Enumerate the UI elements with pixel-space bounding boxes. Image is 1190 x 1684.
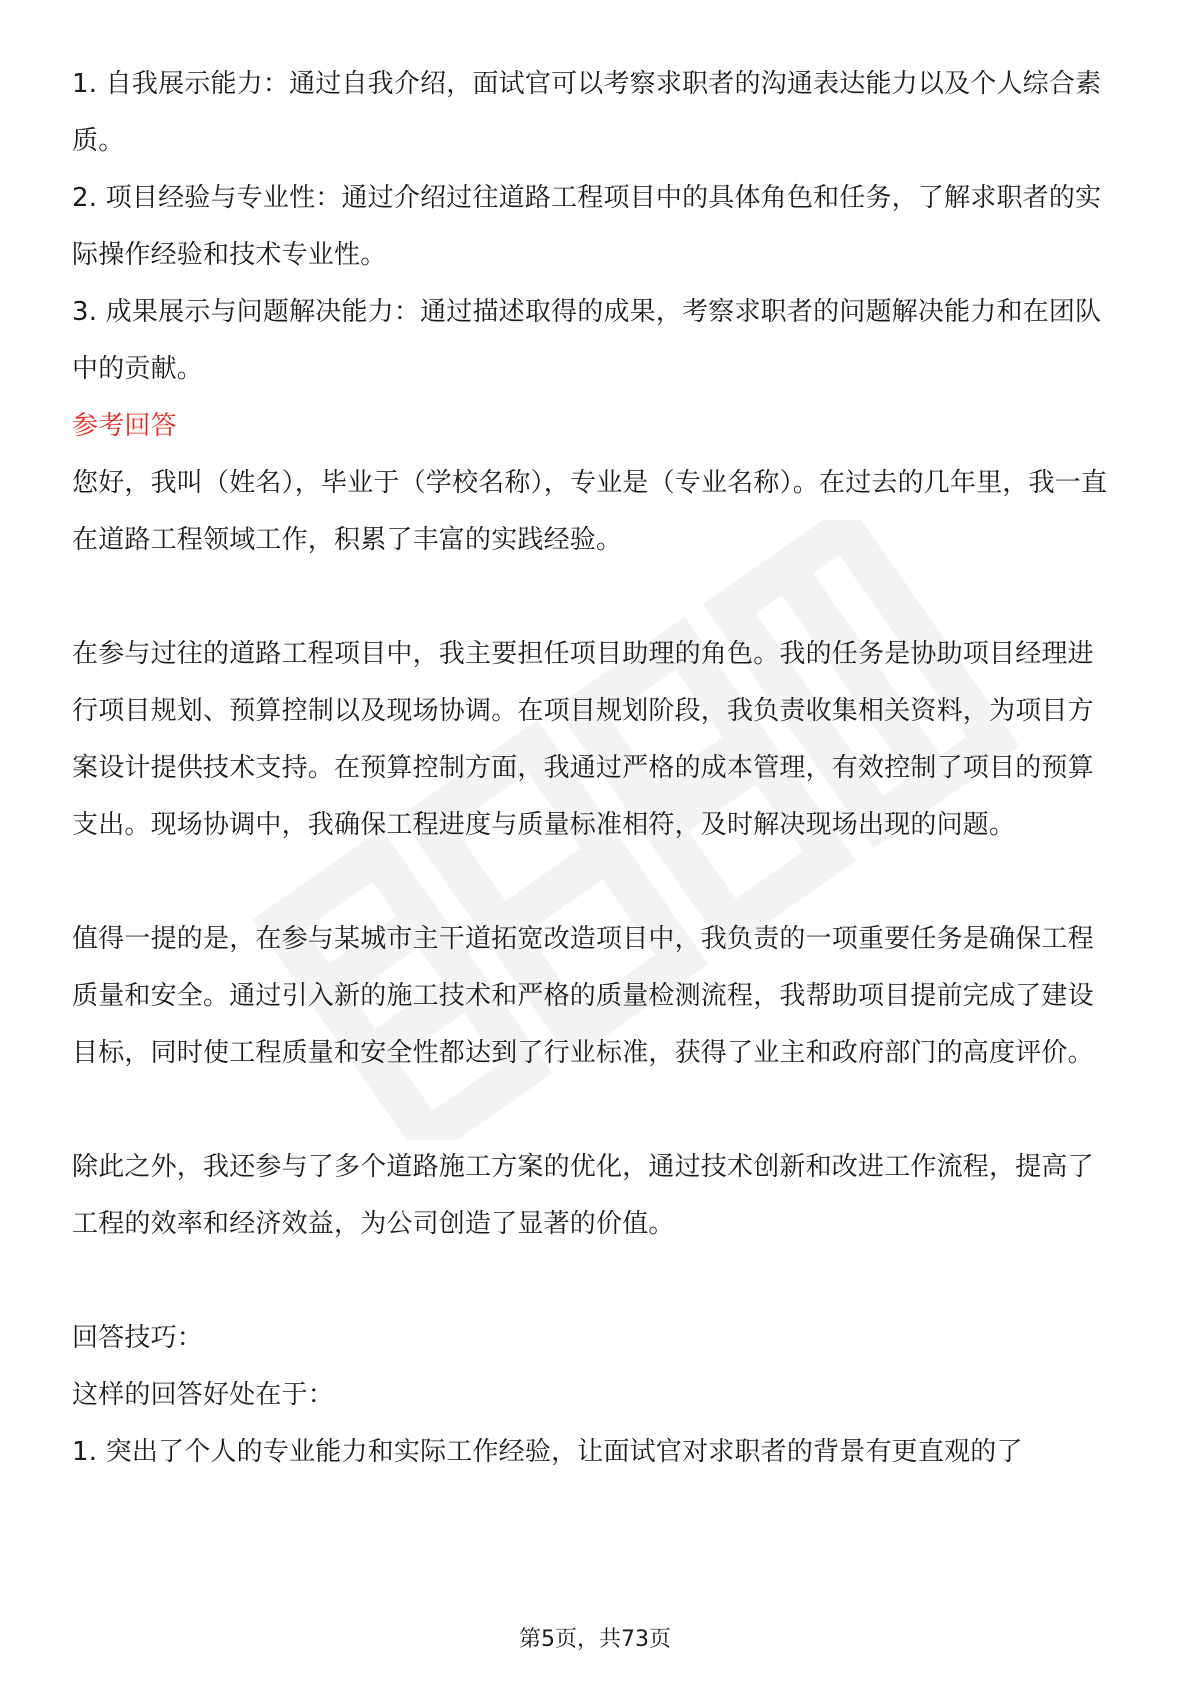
tips-heading: 回答技巧：: [72, 1323, 204, 1353]
document-body: [72, 56, 1117, 1481]
answer-paragraph-4: 除此之外，我还参与了多个道路施工方案的优化，通过技术创新和改进工作流程，提高了工程的效率和经济效益，为公司创造了显著的价值。: [72, 1152, 1094, 1239]
answer-paragraph-2: 在参与过往的道路工程项目中，我主要担任项目助理的角色。我的任务是协助项目经理进行项目规划、预算控制以及现场协调。在项目规划阶段，我负责收集相关资料，为项目方案设计提供技术支持。在预算控制方面，我通过严格的成本管理，有效控制了项目的预算支出。现场协调中，我确保工程进度与质量标准相符，及时解决现场出现的问题。: [72, 639, 1094, 840]
paragraph-spacer: [72, 1253, 1117, 1310]
paragraph-spacer: [72, 854, 1117, 911]
intro-point-3: 3. 成果展示与问题解决能力：通过描述取得的成果，考察求职者的问题解决能力和在团队中的贡献。: [72, 297, 1102, 384]
paragraph-spacer: [72, 1082, 1117, 1139]
reference-answer-heading: 参考回答: [72, 411, 177, 441]
intro-point-1: 1. 自我展示能力：通过自我介绍，面试官可以考察求职者的沟通表达能力以及个人综合素质。: [72, 69, 1102, 156]
answer-paragraph-3: 值得一提的是，在参与某城市主干道拓宽改造项目中，我负责的一项重要任务是确保工程质量和安全。通过引入新的施工技术和严格的质量检测流程，我帮助项目提前完成了建设目标，同时使工程质量和安全性都达到了行业标准，获得了业主和政府部门的高度评价。: [72, 924, 1094, 1068]
page-number-footer: 第5页，共73页: [519, 1627, 671, 1652]
paragraph-spacer: [72, 569, 1117, 626]
tips-intro: 这样的回答好处在于：: [72, 1380, 335, 1410]
intro-point-2: 2. 项目经验与专业性：通过介绍过往道路工程项目中的具体角色和任务，了解求职者的实际操作经验和技术专业性。: [72, 183, 1102, 270]
tips-point-1: 1. 突出了个人的专业能力和实际工作经验，让面试官对求职者的背景有更直观的了: [72, 1437, 1023, 1467]
answer-paragraph-1: 您好，我叫（姓名），毕业于（学校名称），专业是（专业名称）。在过去的几年里，我一直在道路工程领域工作，积累了丰富的实践经验。: [72, 468, 1108, 555]
